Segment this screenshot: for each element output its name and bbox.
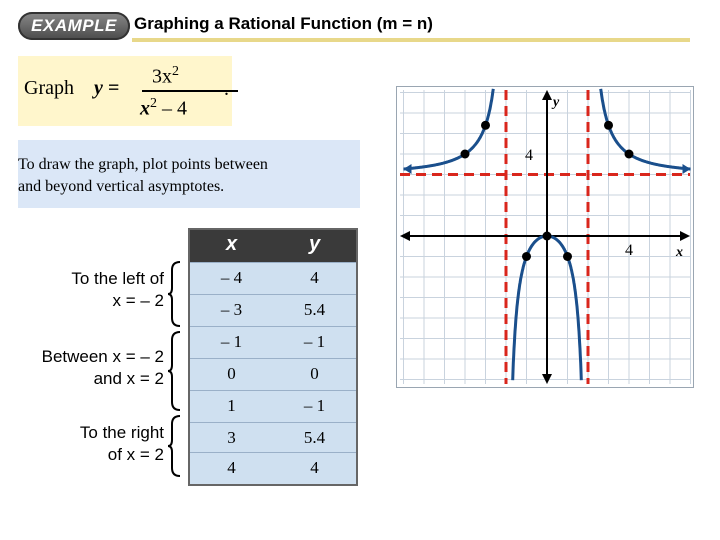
page-title: Graphing a Rational Function (m = n) (134, 14, 433, 33)
equation-period: . (224, 78, 229, 100)
cell-y: 0 (310, 364, 319, 383)
numerator-exponent: 2 (172, 64, 179, 79)
data-point (563, 252, 572, 261)
row-group-right-line-1: To the right (79, 423, 164, 442)
y-axis-label: y (553, 95, 560, 110)
table-row (190, 326, 356, 357)
row-group-left-line-2: x = – 2 (112, 291, 164, 310)
table-row (190, 358, 356, 389)
brace-between-group (168, 330, 182, 412)
data-point (604, 121, 613, 130)
cell-x: 0 (227, 364, 236, 383)
cell-y: 4 (310, 458, 319, 477)
denominator-base: x (140, 97, 150, 120)
xy-table (188, 228, 358, 486)
x-axis-label: x (676, 245, 683, 260)
equation-box (18, 56, 232, 126)
row-group-left (30, 268, 164, 312)
brace-right-group (168, 414, 182, 478)
denominator-rest: – 4 (162, 97, 187, 120)
instruction-box (18, 140, 360, 208)
table-row (190, 294, 356, 325)
row-group-between-line-2: and x = 2 (93, 369, 164, 388)
row-group-between (30, 346, 164, 390)
data-point (543, 232, 552, 241)
cell-x: 3 (227, 428, 236, 447)
table-header (190, 230, 356, 262)
equation-lhs: y = (94, 77, 120, 99)
cell-x: – 4 (220, 268, 243, 287)
instruction-line-2: and beyond vertical asymptotes. (18, 178, 225, 195)
example-badge: EXAMPLE (18, 12, 130, 40)
cell-y: 4 (310, 268, 319, 287)
data-point (625, 150, 634, 159)
table-row (190, 390, 356, 421)
cell-y: 5.4 (303, 428, 326, 447)
title-divider (132, 38, 690, 42)
instruction-text (18, 154, 268, 198)
rational-function-graph (396, 86, 694, 388)
equation-denominator (140, 96, 187, 121)
row-group-right (30, 422, 164, 466)
y-tick-label: 4 (525, 147, 533, 164)
numerator-base: 3x (152, 65, 172, 88)
equation-lead: Graph (24, 77, 74, 99)
equation-numerator (152, 64, 179, 89)
brace-left-group (168, 260, 182, 328)
cell-y: – 1 (303, 396, 326, 415)
cell-x: 1 (227, 396, 236, 415)
denominator-exponent: 2 (150, 96, 157, 111)
data-point (522, 252, 531, 261)
cell-x: – 1 (220, 332, 243, 351)
row-group-right-line-2: of x = 2 (107, 445, 164, 464)
table-row (190, 452, 356, 483)
cell-x: – 3 (220, 300, 243, 319)
table-row (190, 422, 356, 453)
row-group-left-line-1: To the left of (71, 269, 164, 288)
data-point (481, 121, 490, 130)
table-row (190, 262, 356, 293)
cell-y: 5.4 (303, 300, 326, 319)
cell-x: 4 (227, 458, 236, 477)
row-group-between-line-1: Between x = – 2 (41, 347, 164, 366)
cell-y: – 1 (303, 332, 326, 351)
data-point (461, 150, 470, 159)
header-y: y (308, 233, 321, 255)
instruction-line-1: To draw the graph, plot points between (18, 156, 268, 173)
header-x: x (225, 233, 238, 255)
x-tick-label: 4 (625, 242, 633, 259)
